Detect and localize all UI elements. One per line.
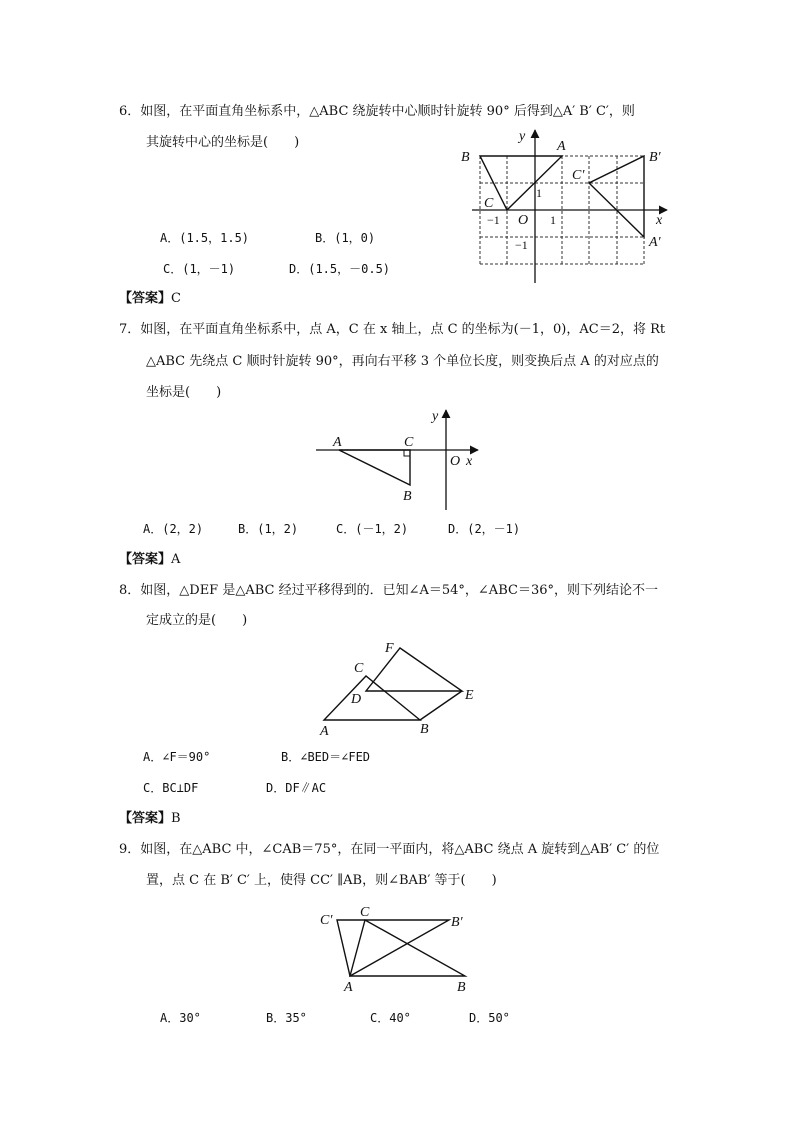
q9-triangle-ab2c2 (337, 920, 449, 976)
q6-option-c: C．(1，－1) (163, 262, 236, 276)
q9-line1: 9．如图，在△ABC 中，∠CAB＝75°，在同一平面内，将△ABC 绕点 A 旋转到△AB′ C′ 的位 (119, 842, 660, 857)
q9-label-a: A (344, 980, 353, 995)
answer-value: C (171, 291, 181, 306)
answer-value: B (171, 811, 181, 826)
q9-option-a: A．30° (160, 1011, 201, 1025)
answer-label: 【答案】 (119, 552, 172, 567)
q8-label-d: D (351, 692, 362, 707)
q9-option-b: B．35° (266, 1011, 307, 1025)
q7-option-a: A．(2，2) (143, 522, 204, 536)
q8-label-c: C (354, 661, 364, 676)
q7-label-b: B (403, 489, 412, 504)
q6-label-c: C (484, 196, 494, 211)
q7-option-d: D．(2，－1) (448, 522, 521, 536)
q8-label-a: A (320, 724, 329, 739)
q6-label-origin: O (518, 213, 529, 228)
q6-label-a2: A′ (649, 235, 661, 250)
q6-label-b: B (461, 150, 470, 165)
q7-label-x: x (466, 454, 473, 469)
q7-line2: △ABC 先绕点 C 顺时针旋转 90°，再向右平移 3 个单位长度，则变换后点 A 的对应点的 (146, 354, 659, 369)
q6-label-y: y (519, 129, 526, 144)
q8-option-a: A．∠F＝90° (143, 750, 211, 764)
q6-tick-neg1-x: −1 (487, 213, 500, 227)
q7-label-a: A (333, 435, 342, 450)
q7-option-c: C．(－1，2) (336, 522, 409, 536)
q7-line3: 坐标是( ) (146, 385, 222, 400)
q9-label-b2: B′ (451, 915, 463, 930)
q6-tick-1-x: 1 (550, 213, 556, 227)
q6-line1: 6．如图，在平面直角坐标系中，△ABC 绕旋转中心顺时针旋转 90° 后得到△A′ B′ C′，则 (119, 104, 635, 119)
q6-tick-1-y: 1 (536, 186, 542, 200)
q8-option-c: C．BC⊥DF (143, 781, 199, 795)
q9-triangle-abc (350, 920, 465, 976)
answer-label: 【答案】 (119, 811, 172, 826)
q7-label-origin: O (450, 454, 461, 469)
q6-label-x: x (656, 213, 663, 228)
q6-option-d: D．(1.5，－0.5) (289, 262, 391, 276)
q7-label-y: y (432, 409, 439, 424)
q9-line2: 置，点 C 在 B′ C′ 上，使得 CC′ ∥AB，则∠BAB′ 等于( ) (146, 873, 497, 888)
q9-option-d: D．50° (469, 1011, 510, 1025)
q9-label-c2: C′ (320, 913, 333, 928)
q8-line1: 8．如图，△DEF 是△ABC 经过平移得到的．已知∠A＝54°，∠ABC＝36°，则下列结论不一 (119, 583, 658, 598)
q6-tick-neg1-y: −1 (515, 238, 528, 252)
q7-label-c: C (404, 435, 414, 450)
q9-option-c: C．40° (370, 1011, 411, 1025)
answer-value: A (171, 552, 181, 567)
q8-label-e: E (465, 688, 474, 703)
q6-label-b2: B′ (649, 150, 661, 165)
q9-label-b: B (457, 980, 466, 995)
q8-label-b: B (420, 722, 429, 737)
q6-option-b: B．(1，0) (315, 231, 376, 245)
q8-label-f: F (385, 641, 394, 656)
q8-line2: 定成立的是( ) (146, 613, 248, 628)
q6-label-c2: C′ (572, 168, 585, 183)
q7-option-b: B．(1，2) (238, 522, 299, 536)
q7-line1: 7．如图，在平面直角坐标系中，点 A，C 在 x 轴上，点 C 的坐标为(－1，0)，AC＝2，将 Rt (119, 322, 666, 337)
q6-line2: 其旋转中心的坐标是( ) (146, 135, 300, 150)
q9-label-c: C (360, 905, 370, 920)
q6-label-a: A (557, 139, 566, 154)
q6-option-a: A．(1.5，1.5) (160, 231, 250, 245)
q8-option-b: B．∠BED＝∠FED (281, 750, 371, 764)
q8-option-d: D．DF∥AC (266, 781, 327, 795)
answer-label: 【答案】 (119, 291, 172, 306)
